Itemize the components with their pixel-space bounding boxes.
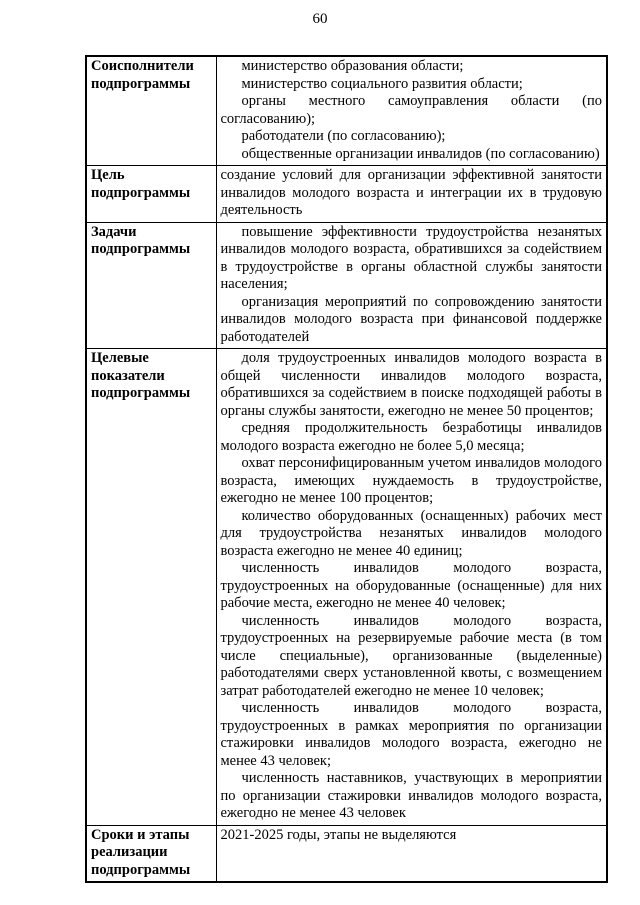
paragraph: средняя продолжительность безработицы инвалидов молодого возраста ежегодно не более 5,0 месяца;: [220, 420, 602, 454]
paragraph: численность наставников, участвующих в мероприятии по организации стажировки инвалидов молодого возраста, ежегодно не менее 43 человек: [220, 770, 602, 821]
row-content: [216, 349, 607, 826]
paragraph: численность инвалидов молодого возраста, трудоустроенных на резервируемые рабочие места (в том числе специальные), организованные (выделенные) работодателями сверх установленной квоты, с возмещением затрат работодателей ежегодно не менее 10 человек;: [220, 612, 602, 699]
table-row: [86, 825, 607, 882]
table-row: [86, 349, 607, 826]
paragraph: 2021-2025 годы, этапы не выделяются: [220, 826, 457, 843]
paragraph: органы местного самоуправления области (по согласованию);: [220, 93, 602, 127]
paragraph: охват персонифицированным учетом инвалидов молодого возраста, имеющих нуждаемость в трудоустройстве, ежегодно не менее 100 процентов;: [220, 455, 602, 506]
row-label: Сроки и этапы реализации подпрограммы: [86, 825, 216, 882]
paragraph: количество оборудованных (оснащенных) рабочих мест для трудоустройства незанятых инвалидов молодого возраста ежегодно не менее 40 единиц;: [220, 507, 602, 559]
row-label: Задачи подпрограммы: [86, 222, 216, 349]
row-content: [216, 825, 607, 882]
subprogram-passport-table: [85, 55, 608, 883]
paragraph: работодатели (по согласованию);: [241, 128, 446, 144]
paragraph: численность инвалидов молодого возраста, трудоустроенных в рамках мероприятия по организации стажировки инвалидов молодого возраста, ежегодно не менее 43 человек;: [220, 700, 602, 769]
row-label: Целевые показатели подпрограммы: [86, 349, 216, 826]
table-row: [86, 56, 607, 166]
row-label: Цель подпрограммы: [86, 166, 216, 223]
table-row: [86, 222, 607, 349]
paragraph: министерство образования области;: [241, 58, 464, 74]
row-label: Соисполнители подпрограммы: [86, 56, 216, 166]
row-content: [216, 166, 607, 223]
page-number: 60: [312, 11, 328, 27]
row-content: [216, 56, 607, 166]
paragraph: повышение эффективности трудоустройства незанятых инвалидов молодого возраста, обратившихся за содействием в трудоустройстве в органы областной службы занятости населения;: [220, 223, 602, 292]
paragraph: создание условий для организации эффективной занятости инвалидов молодого возраста и интеграции их в трудовую деятельность: [220, 167, 602, 218]
row-content: [216, 222, 607, 349]
paragraph: доля трудоустроенных инвалидов молодого возраста в общей численности инвалидов молодого возраста, обратившихся за содействием в поиске подходящей работы в органы службы занятости, ежегодно не менее 50 процентов;: [220, 350, 602, 419]
table-row: [86, 166, 607, 223]
paragraph: общественные организации инвалидов (по согласованию): [241, 145, 600, 162]
paragraph: министерство социального развития области;: [241, 75, 523, 92]
paragraph: организация мероприятий по сопровождению занятости инвалидов молодого возраста при финансовой поддержке работодателей: [220, 293, 602, 345]
paragraph: численность инвалидов молодого возраста, трудоустроенных на оборудованные (оснащенные) для них рабочие места, ежегодно не менее 40 человек;: [220, 560, 602, 611]
table-body: [86, 56, 607, 882]
